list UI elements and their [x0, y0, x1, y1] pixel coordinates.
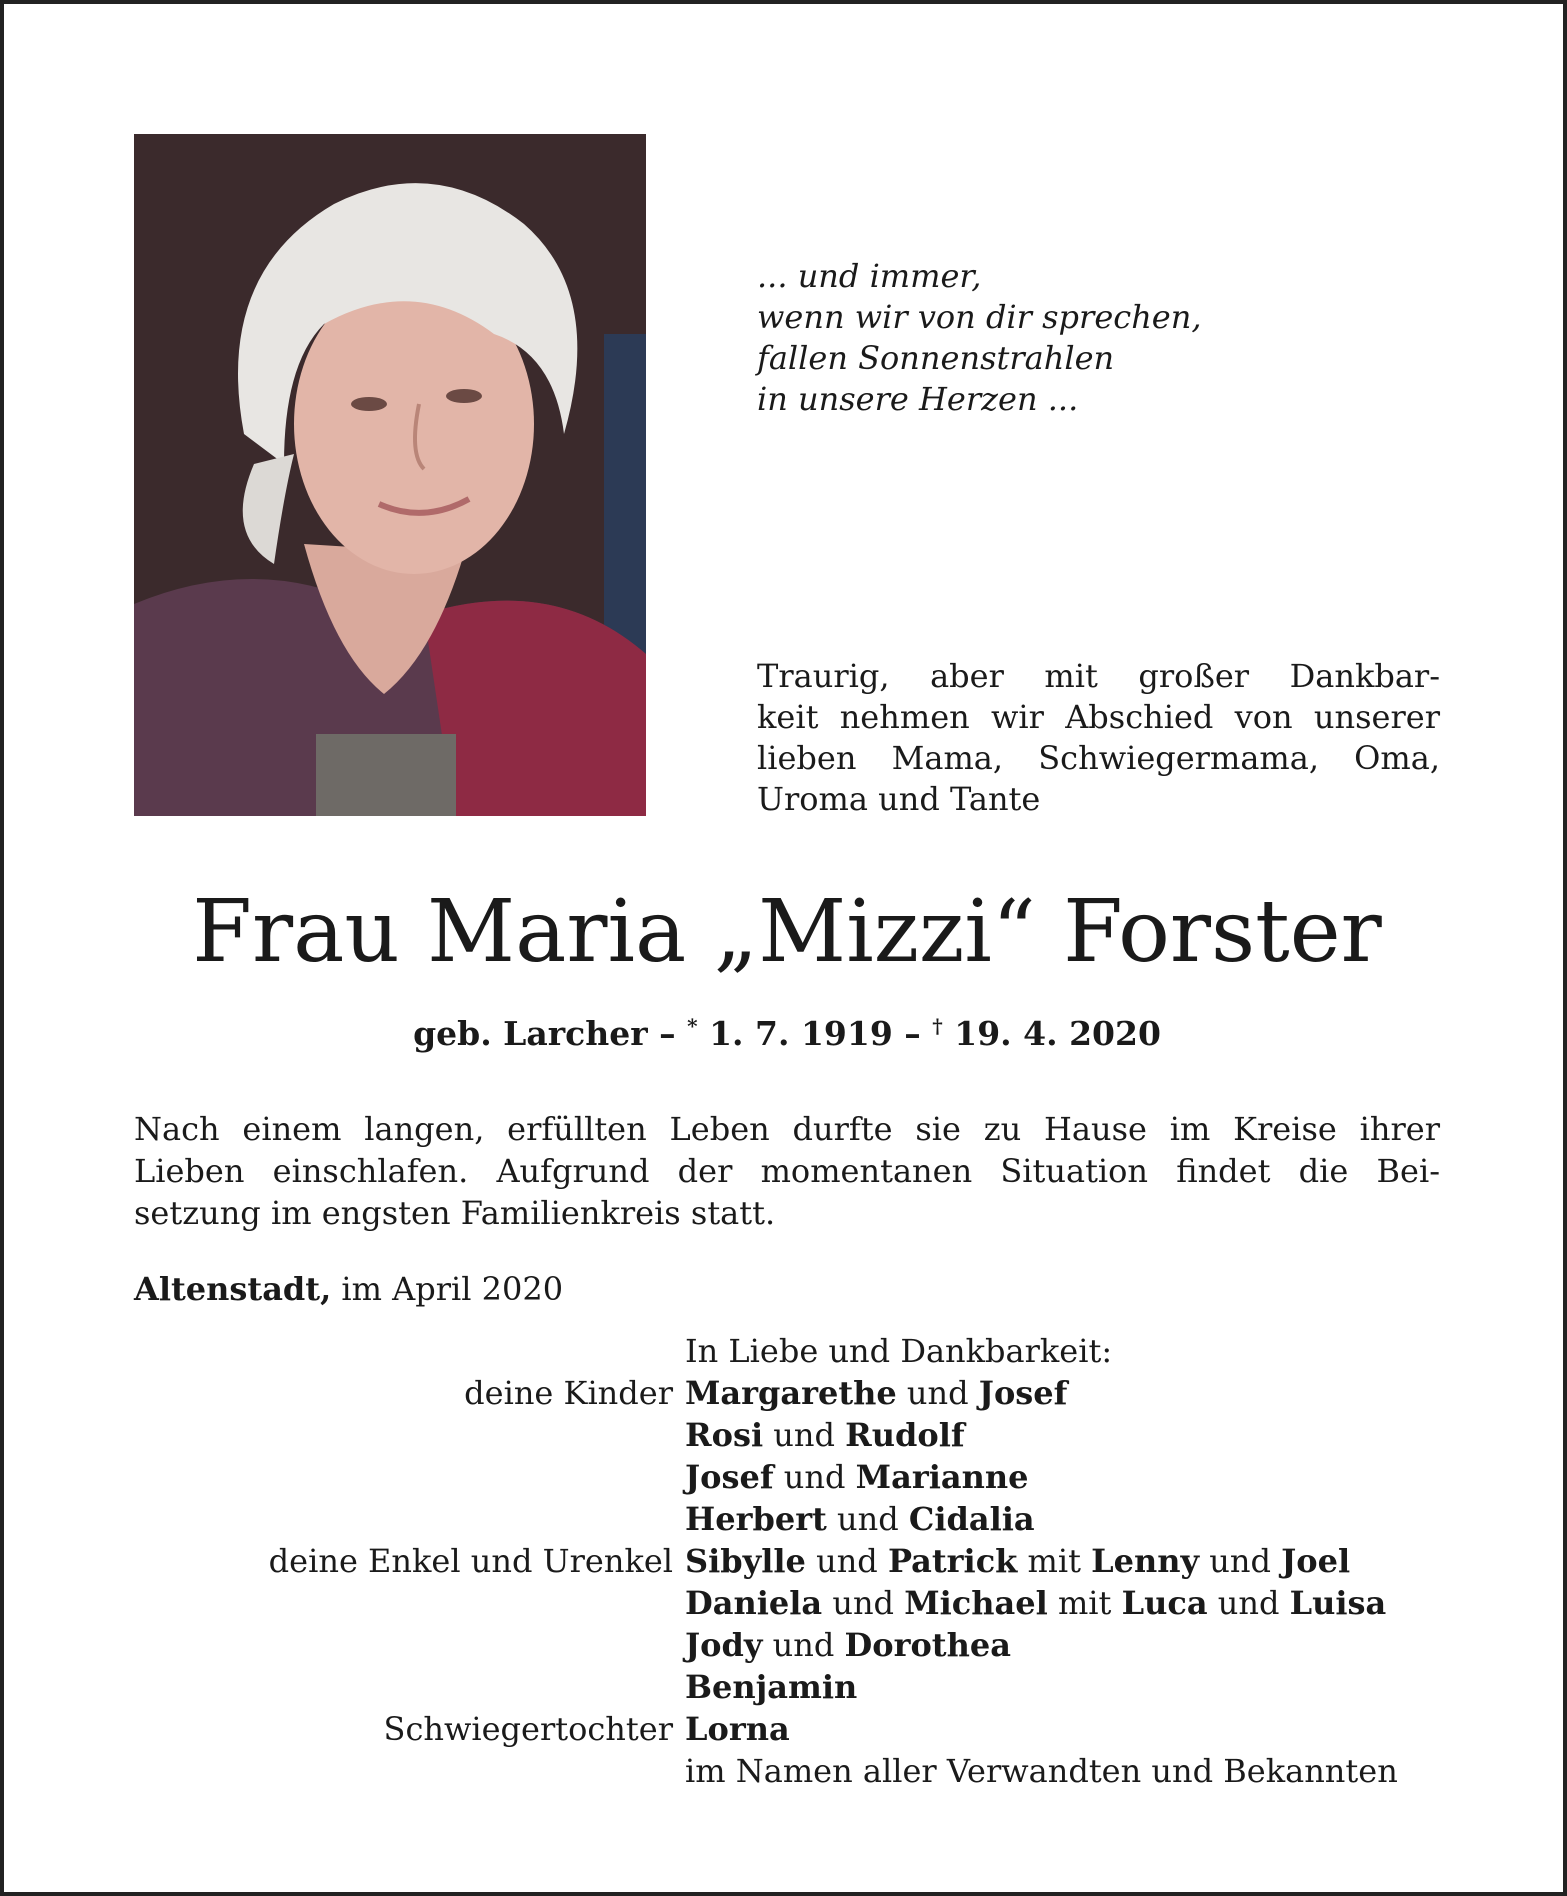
quote-line: wenn wir von dir sprechen, [757, 298, 1202, 336]
conjunction: und [762, 1626, 845, 1664]
intro-paragraph [757, 656, 1440, 820]
life-dates [134, 1004, 1440, 1056]
family-name: Marianne [855, 1458, 1029, 1496]
family-name: Sibylle [685, 1542, 806, 1580]
signoff-row [4, 1330, 1563, 1372]
signoff-row [4, 1456, 1563, 1498]
conjunction: und [826, 1500, 909, 1538]
family-name: Michael [904, 1584, 1048, 1622]
label-grandchildren: deine Enkel und Urenkel [268, 1542, 673, 1580]
grandchildren-line [685, 1540, 1350, 1582]
conjunction: mit [1017, 1542, 1092, 1580]
family-name: Cidalia [908, 1500, 1035, 1538]
intro-line: Traurig, aber mit großer Dankbar- [757, 657, 1440, 695]
quote-line: ... und immer, [757, 257, 982, 295]
grandchildren-line [685, 1582, 1386, 1624]
quote-line: fallen Sonnenstrahlen [757, 339, 1115, 377]
grandchildren-line [685, 1666, 857, 1708]
signoff-heading: In Liebe und Dankbarkeit: [685, 1332, 1113, 1370]
signoff-row [4, 1414, 1563, 1456]
quote-line: in unsere Herzen ... [757, 380, 1079, 418]
signoff-row [4, 1498, 1563, 1540]
birth-symbol: * [687, 1014, 698, 1038]
place-month: im April 2020 [331, 1270, 564, 1308]
conjunction: und [805, 1542, 888, 1580]
family-name: Luisa [1289, 1584, 1387, 1622]
portrait-illustration [134, 134, 646, 816]
conjunction: mit [1047, 1584, 1122, 1622]
children-line [685, 1456, 1028, 1498]
intro-line: Uroma und Tante [757, 780, 1041, 818]
body-line: Nach einem langen, erfüllten Leben durfte sie zu Hause im Kreise ihrer [134, 1110, 1440, 1148]
family-name: Josef [978, 1374, 1068, 1412]
obituary-page [4, 4, 1563, 1892]
label-children: deine Kinder [464, 1374, 673, 1412]
conjunction: und [822, 1584, 905, 1622]
family-name: Margarethe [685, 1374, 897, 1412]
signoff-row [4, 1582, 1563, 1624]
place-date [134, 1268, 563, 1310]
daughter-in-law-line [685, 1708, 790, 1750]
signoff-row [4, 1666, 1563, 1708]
conjunction: und [896, 1374, 979, 1412]
body-line: Lieben einschlafen. Aufgrund der momentanen Situation findet die Bei- [134, 1152, 1440, 1190]
intro-line: lieben Mama, Schwiegermama, Oma, [757, 739, 1440, 777]
portrait-photo [134, 134, 646, 816]
conjunction: und [1199, 1542, 1282, 1580]
maiden-name: geb. Larcher – [413, 1014, 688, 1053]
conjunction: und [773, 1458, 856, 1496]
label-daughter-in-law: Schwiegertochter [383, 1710, 673, 1748]
family-name: Benjamin [685, 1668, 858, 1706]
conjunction: und [763, 1416, 846, 1454]
family-name: Rosi [685, 1416, 764, 1454]
conjunction: und [1207, 1584, 1290, 1622]
death-date: 19. 4. 2020 [942, 1014, 1161, 1053]
signoff-row [4, 1372, 1563, 1414]
signoff-closing: im Namen aller Verwandten und Bekannten [685, 1752, 1398, 1790]
signoff-row [4, 1624, 1563, 1666]
deceased-name: Frau Maria „Mizzi“ Forster [192, 882, 1382, 982]
family-name: Lenny [1091, 1542, 1200, 1580]
family-name: Joel [1281, 1542, 1351, 1580]
family-signoff [4, 1330, 1563, 1792]
family-name: Josef [685, 1458, 774, 1496]
family-name: Patrick [887, 1542, 1018, 1580]
family-name: Luca [1121, 1584, 1208, 1622]
family-name: Rudolf [845, 1416, 965, 1454]
body-line: setzung im engsten Familienkreis statt. [134, 1194, 776, 1232]
family-name: Jody [685, 1626, 763, 1664]
family-name: Daniela [685, 1584, 823, 1622]
children-line [685, 1372, 1067, 1414]
place-town: Altenstadt, [134, 1270, 332, 1308]
announcement-paragraph [134, 1108, 1440, 1234]
signoff-row [4, 1708, 1563, 1750]
children-line [685, 1414, 965, 1456]
memorial-quote [757, 256, 1377, 420]
signoff-row [4, 1540, 1563, 1582]
children-line [685, 1498, 1035, 1540]
intro-line: keit nehmen wir Abschied von unserer [757, 698, 1440, 736]
family-name: Dorothea [844, 1626, 1011, 1664]
birth-date: 1. 7. 1919 – [697, 1014, 933, 1053]
signoff-row [4, 1750, 1563, 1792]
grandchildren-line [685, 1624, 1011, 1666]
family-name: Herbert [685, 1500, 827, 1538]
death-symbol: † [932, 1014, 943, 1038]
family-name: Lorna [685, 1710, 790, 1748]
